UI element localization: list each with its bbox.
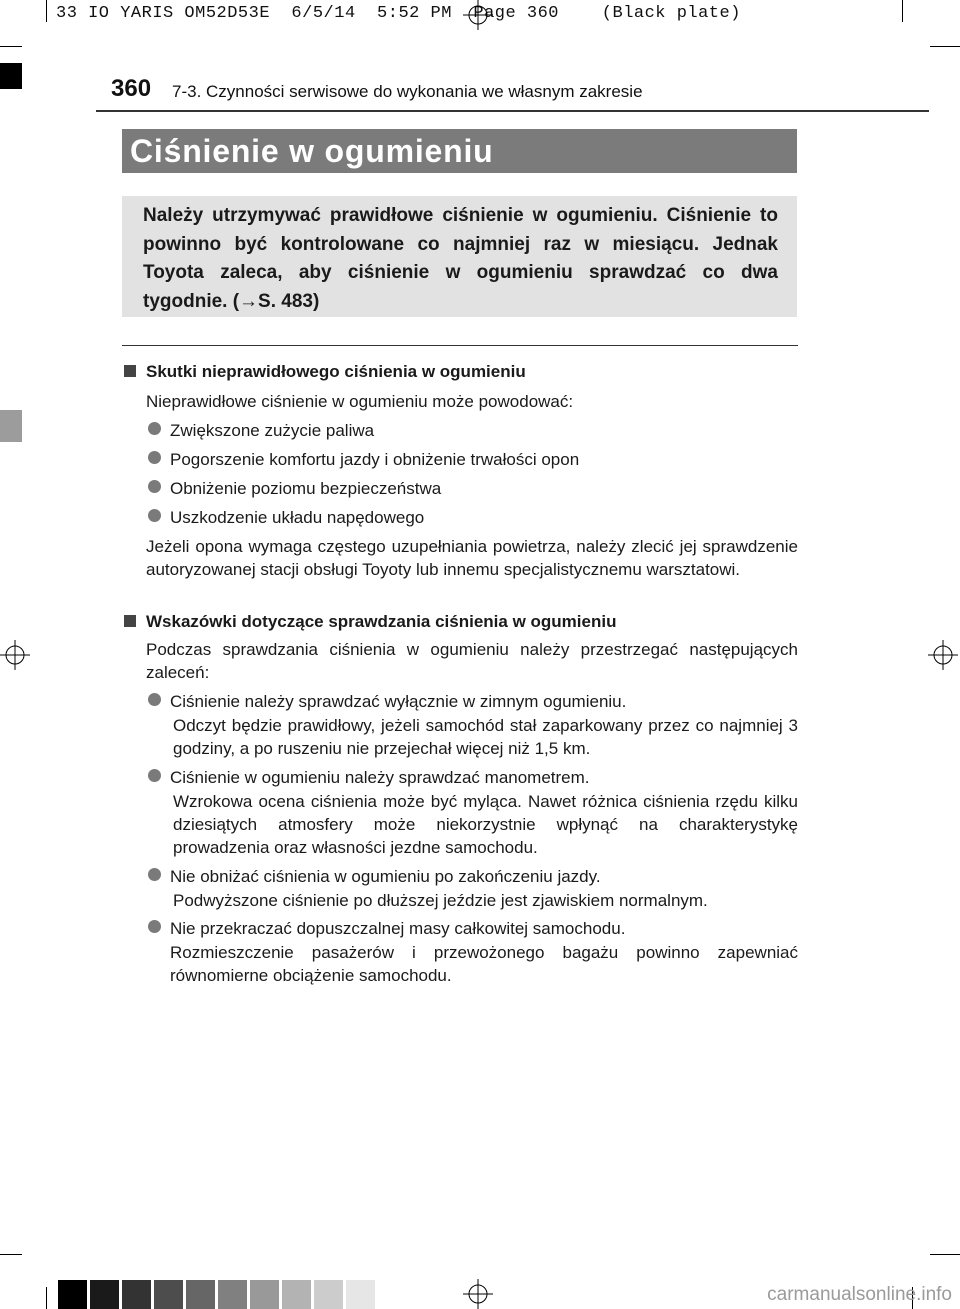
color-swatch [154,1280,183,1309]
section-marker-icon [124,615,136,627]
section1-lead: Nieprawidłowe ciśnienie w ogumieniu może powodować: [146,392,574,411]
intro-box [122,196,797,317]
page-number: 360 [111,75,152,102]
section1-heading: Skutki nieprawidłowego ciśnienia w ogumieniu [146,362,526,381]
registration-mark-icon [0,640,30,670]
list-item: Uszkodzenie układu napędowego [170,508,425,527]
section2-heading: Wskazówki dotyczące sprawdzania ciśnienia w ogumieniu [146,612,617,631]
chapter-tab-black [0,63,22,89]
bullet-icon [148,769,161,782]
bullet-icon [148,868,161,881]
intro-text: Należy utrzymywać prawidłowe ciśnienie w ogumieniu. Ciśnienie to powinno być kontrolowane co najmniej raz w miesiącu. Jednak Toyota zaleca, aby ciśnienie w ogumieniu sprawdzać co dwa tygodnie. (→S. 483) [143,205,778,312]
section-title: 7-3. Czynności serwisowe do wykonania we własnym zakresie [172,82,643,101]
color-swatch [186,1280,215,1309]
bullet-icon [148,920,161,933]
list-item-detail: Wzrokowa ocena ciśnienia może być myląca. Nawet różnica ciśnienia rzędu kilku dziesiątych atmosfery może niekorzystnie wpłynąć na charakterystykę prowadzenia oraz własności jezdne samochodu. [173,792,798,857]
bullet-icon [148,480,161,493]
registration-mark-icon [928,640,958,670]
list-item-title: Nie przekraczać dopuszczalnej masy całkowitej samochodu. [170,919,626,938]
list-item: Pogorszenie komfortu jazdy i obniżenie trwałości opon [170,450,580,469]
print-slug: 33 IO YARIS OM52D53E 6/5/14 5:52 PM Page 360 (Black plate) [56,4,741,23]
color-swatch [218,1280,247,1309]
list-item-detail: Odczyt będzie prawidłowy, jeżeli samochód stał zaparkowany przez co najmniej 3 godziny, a po ruszeniu nie przejechał więcej niż 1,5 km. [173,716,798,758]
watermark: carmanualsonline.info [767,1284,952,1305]
color-swatch [282,1280,311,1309]
color-swatch [58,1280,87,1309]
title-bar [122,129,797,173]
color-swatch [346,1280,375,1309]
registration-mark-icon [463,0,493,30]
list-item: Obniżenie poziomu bezpieczeństwa [170,479,442,498]
page-title: Ciśnienie w ogumieniu [130,133,494,169]
chapter-tab-gray [0,410,22,442]
color-swatch [90,1280,119,1309]
list-item-title: Nie obniżać ciśnienia w ogumieniu po zakończeniu jazdy. [170,867,601,886]
registration-mark-icon [463,1279,493,1309]
header-rule [96,110,929,112]
bullet-icon [148,509,161,522]
section2-lead: Podczas sprawdzania ciśnienia w ogumieniu należy przestrzegać następujących zaleceń: [146,640,798,682]
section1-note: Jeżeli opona wymaga częstego uzupełniania powietrza, należy zlecić jej sprawdzenie autoryzowanej stacji obsługi Toyoty lub innemu specjalistycznemu warsztatowi. [146,537,798,579]
color-swatch [314,1280,343,1309]
section-marker-icon [124,365,136,377]
intro-rule [122,345,798,346]
bullet-icon [148,693,161,706]
bullet-icon [148,422,161,435]
bullet-icon [148,451,161,464]
list-item-detail: Podwyższone ciśnienie po dłuższej jeździe jest zjawiskiem normalnym. [173,891,708,910]
list-item: Zwiększone zużycie paliwa [170,421,375,440]
list-item-detail: Rozmieszczenie pasażerów i przewożonego bagażu powinno zapewniać równomierne obciążenie samochodu. [170,943,798,985]
list-item-title: Ciśnienie należy sprawdzać wyłącznie w zimnym ogumieniu. [170,692,627,711]
color-swatch [122,1280,151,1309]
list-item-title: Ciśnienie w ogumieniu należy sprawdzać manometrem. [170,768,590,787]
color-swatch [250,1280,279,1309]
